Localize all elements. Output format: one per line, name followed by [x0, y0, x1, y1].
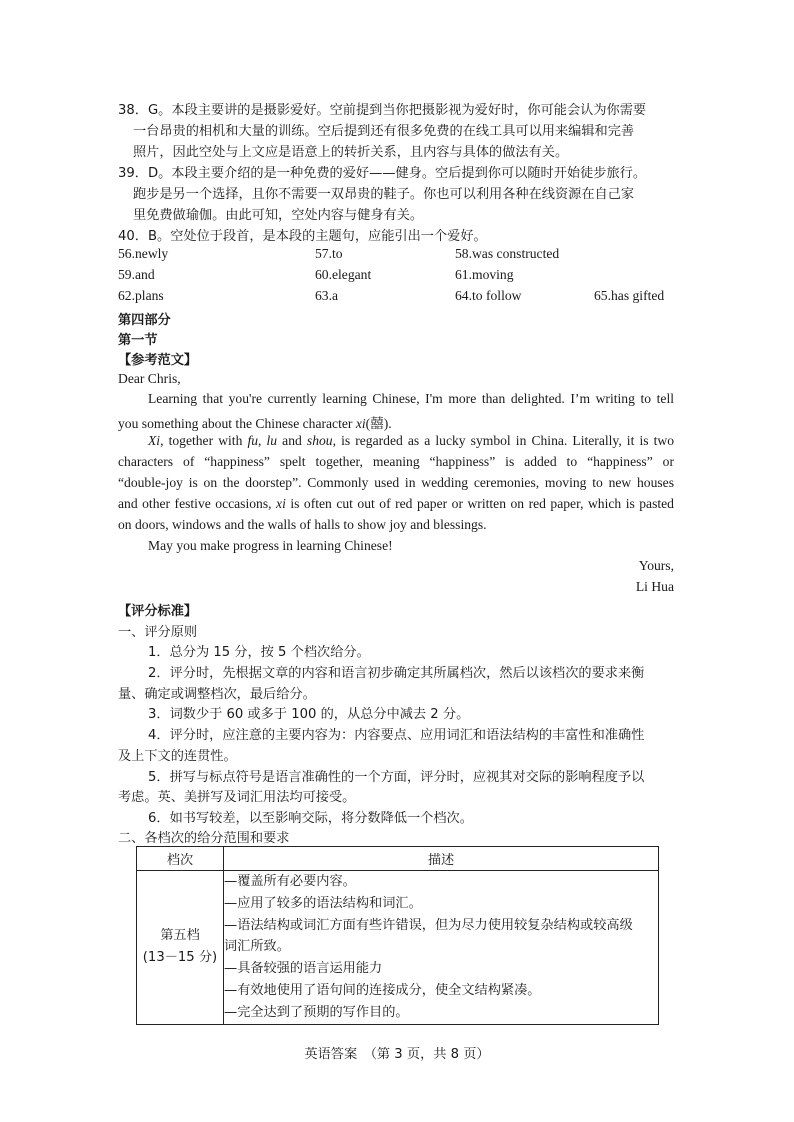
answer-61: 61.moving [455, 267, 514, 282]
principles-title: 一、评分原则 [118, 625, 198, 640]
answer-40-line-1: 40．B。空处位于段首，是本段的主题句，应能引出一个爱好。 [118, 229, 487, 244]
letter-p2-line-2: characters of “happiness” spelt together, meaning “happiness” is added to “happiness” or [118, 454, 674, 469]
letter-closing: Yours, [638, 558, 674, 573]
requirement-item: —有效地使用了语句间的连接成分，使全文结构紧凑。 [224, 982, 541, 998]
letter-p1-line-1: Learning that you're currently learning Chinese, I'm more than delighted. I’m writing to tell [148, 391, 674, 406]
principle-4-line-2: 及上下文的连贯性。 [118, 749, 237, 764]
answer-39-line-3: 里免费做瑜伽。由此可知，空处内容与健身有关。 [133, 208, 424, 223]
answer-38-line-3: 照片，因此空处与上文应是语意上的转折关系，且内容与具体的做法有关。 [133, 145, 569, 160]
letter-p2-line-3: “double-joy is on the doorstep”. Commonly used in wedding ceremonies, moving to new houses [118, 475, 674, 490]
grading-table [136, 846, 659, 1025]
answer-60: 60.elegant [315, 267, 372, 282]
letter-p2-line-4: and other festive occasions, xi is often cut out of red paper or written on red paper, which is pasted [118, 496, 674, 511]
letter-p2-line-5: on doors, windows and the walls of halls to show joy and blessings. [118, 517, 487, 532]
requirements-cell [224, 871, 659, 1025]
table-header-level: 档次 [137, 847, 224, 871]
principle-1: 1．总分为 15 分，按 5 个档次给分。 [148, 645, 370, 660]
principle-6: 6．如书写较差，以至影响交际，将分数降低一个档次。 [148, 811, 473, 826]
letter-signature: Li Hua [635, 579, 674, 594]
answer-38-line-1: 38．G。本段主要讲的是摄影爱好。空前提到当你把摄影视为爱好时，你可能会认为你需要 [118, 103, 647, 118]
principle-2-line-2: 量、确定或调整档次，最后给分。 [118, 687, 316, 702]
answer-62: 62.plans [118, 288, 164, 303]
principle-2-line-1: 2．评分时，先根据文章的内容和语言初步确定其所属档次，然后以该档次的要求来衡 [148, 666, 645, 681]
answer-39-line-1: 39．D。本段主要介绍的是一种免费的爱好——健身。空后提到你可以随时开始徒步旅行。 [118, 166, 647, 181]
requirement-item: —语法结构或词汇方面有些许错误，但为尽力使用较复杂结构或较高级 [224, 917, 633, 933]
principle-5-line-1: 5．拼写与标点符号是语言准确性的一个方面，评分时，应视其对交际的影响程度予以 [148, 770, 645, 785]
requirement-item: 词汇所致。 [224, 939, 290, 955]
answer-57: 57.to [315, 246, 343, 261]
requirement-item: —覆盖所有必要内容。 [224, 874, 356, 889]
answer-59: 59.and [118, 267, 155, 282]
ranges-title: 二、各档次的给分范围和要求 [118, 831, 290, 846]
letter-p2-line-1: Xi, together with fu, lu and shou, is regarded as a lucky symbol in China. Literally, it is two [148, 433, 674, 448]
requirement-item: —应用了较多的语法结构和词汇。 [224, 895, 422, 911]
criteria-heading: 【评分标准】 [118, 604, 198, 619]
answer-56: 56.newly [118, 246, 169, 261]
sample-heading: 【参考范文】 [118, 353, 198, 368]
answer-58: 58.was constructed [455, 246, 560, 261]
answer-64: 64.to follow [455, 288, 522, 303]
principle-3: 3．词数少于 60 或多于 100 的，从总分中减去 2 分。 [148, 707, 470, 722]
table-header-description: 描述 [224, 847, 659, 871]
principle-5-line-2: 考虑。英、美拼写及词汇用法均可接受。 [118, 790, 356, 805]
principle-4-line-1: 4．评分时，应注意的主要内容为：内容要点、应用词汇和语法结构的丰富性和准确性 [148, 728, 645, 743]
level-range: (13－15 分) [142, 950, 218, 966]
part4-title: 第四部分 [118, 313, 171, 328]
requirement-item: —完全达到了预期的写作目的。 [224, 1004, 409, 1020]
level-name: 第五档 [160, 928, 200, 944]
answer-38-line-2: 一台昂贵的相机和大量的训练。空后提到还有很多免费的在线工具可以用来编辑和完善 [133, 124, 635, 139]
answer-63: 63.a [315, 288, 339, 303]
letter-salutation: Dear Chris, [118, 371, 181, 386]
answer-39-line-2: 跑步是另一个选择，且你不需要一双昂贵的鞋子。你也可以利用各种在线资源在自己家 [133, 187, 635, 202]
level-cell [137, 871, 224, 1025]
letter-p3: May you make progress in learning Chinese! [148, 538, 393, 553]
requirement-item: —具备较强的语言运用能力 [224, 961, 383, 977]
answer-65: 65.has gifted [594, 288, 665, 303]
section1-title: 第一节 [118, 333, 158, 348]
letter-p1-line-2: you something about the Chinese character xi(囍). [118, 416, 392, 431]
page-footer: 英语答案 （第 3 页，共 8 页） [304, 1047, 490, 1062]
